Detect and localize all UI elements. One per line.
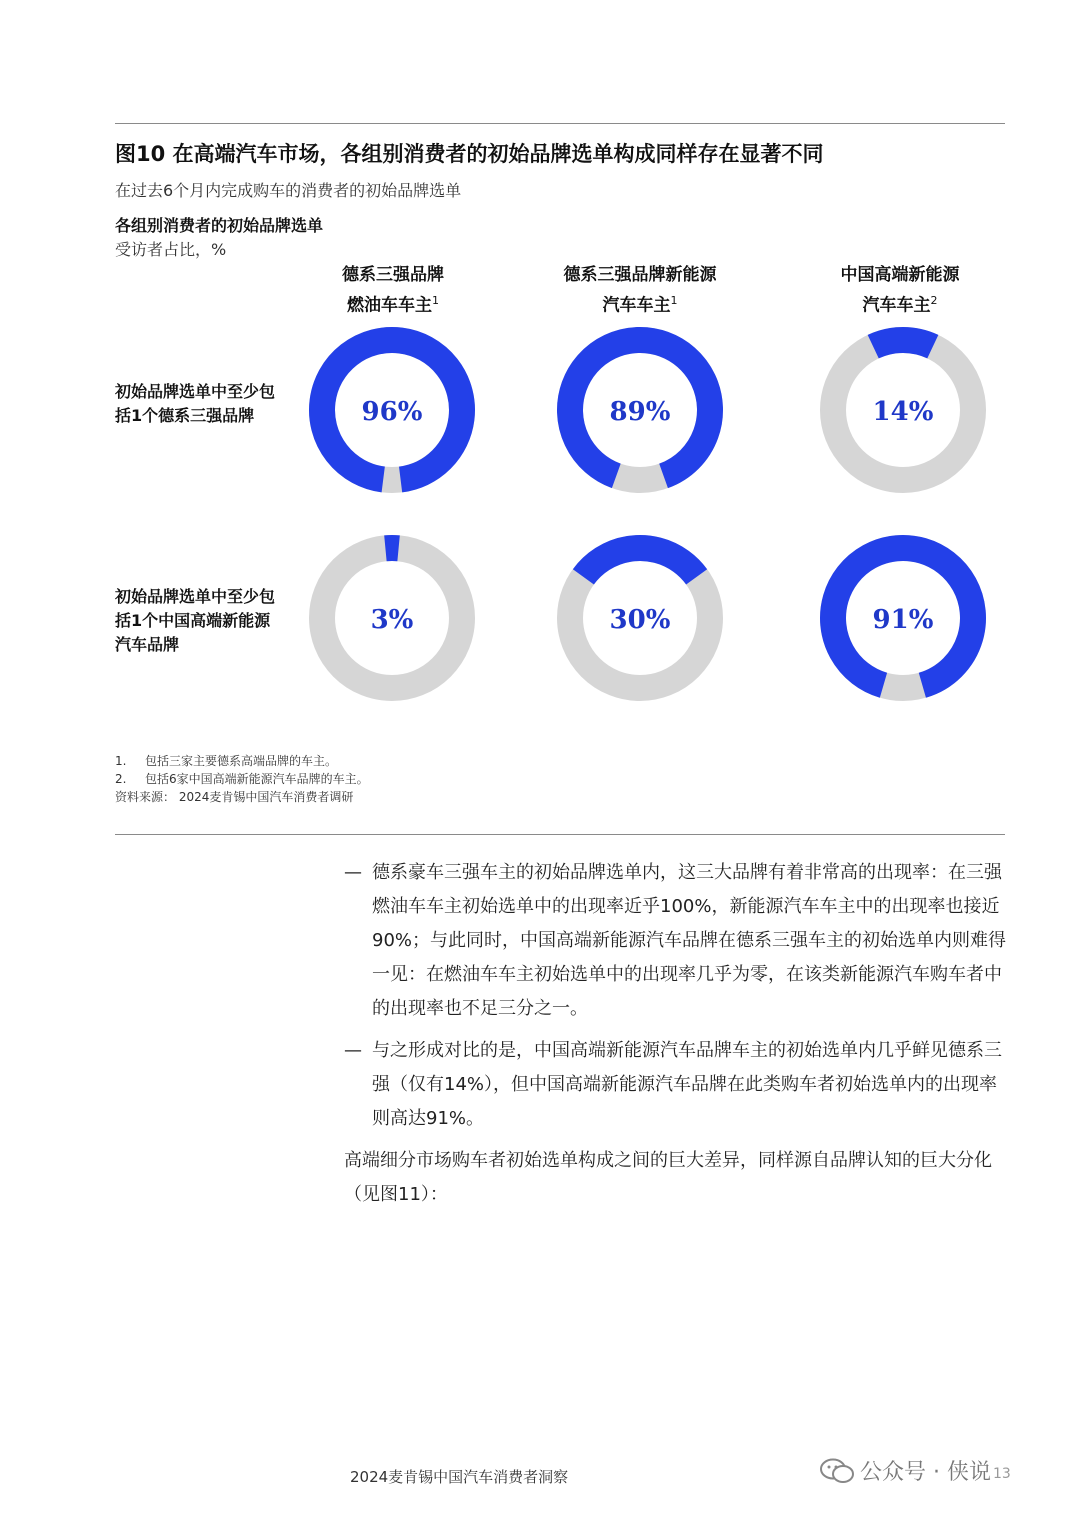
unit-label: 受访者占比，%: [115, 240, 227, 259]
bullet-1: [344, 856, 1009, 1026]
footnote-2-text: 包括6家中国高端新能源汽车品牌的车主。: [145, 772, 369, 786]
donut-1-1: [314, 332, 470, 488]
source-note: 资料来源： 2024麦肯锡中国汽车消费者调研: [115, 790, 354, 804]
column-header-2-line1: 德系三强品牌新能源: [563, 265, 717, 285]
donut-value-label: 30%: [609, 605, 671, 635]
donut-1-3: [810, 317, 996, 503]
donut-value-label: 14%: [872, 397, 934, 427]
figure-subtitle: 在过去6个月内完成购车的消费者的初始品牌选单: [115, 181, 462, 200]
page-number: 13: [993, 1466, 1011, 1482]
footnote-1-text: 包括三家主要德系高端品牌的车主。: [145, 754, 338, 768]
donut-2-3: [816, 531, 989, 704]
bottom-rule: [115, 834, 1005, 835]
donut-value-label: 91%: [872, 605, 934, 635]
page-footer: 2024麦肯锡中国汽车消费者洞察: [350, 1468, 569, 1486]
row-label-1: 初始品牌选单中至少包括1个德系三强品牌: [115, 382, 276, 425]
bullet-1-text: 德系豪车三强车主的初始品牌选单内，这三大品牌有着非常高的出现率：在三强燃油车车主初始选单中的出现率近乎100%，新能源汽车车主中的出现率也接近90%；与此同时，中国高端新能源汽车品牌在德系三强车主的初始选单内则难得一见：在燃油车车主初始选单中的出现率几乎为零，在该类新能源汽车购车者中的出现率也不足三分之一。: [372, 862, 1007, 1019]
bullet-2: [344, 1034, 1009, 1136]
bullet-2-dash: —: [344, 1040, 362, 1061]
donut-value-label: 89%: [609, 397, 671, 427]
column-header-2-note: 1: [670, 294, 678, 307]
footnotes: [115, 752, 369, 806]
donut-chart-grid: [0, 0, 1080, 760]
donut-value-label: 96%: [361, 397, 423, 427]
watermark: [820, 1455, 991, 1486]
footnote-2: [115, 770, 369, 788]
column-header-1-note: 1: [432, 294, 439, 307]
donut-2-2: [542, 520, 738, 716]
donut-1-2: [550, 320, 729, 499]
bullet-2-text: 与之形成对比的是，中国高端新能源汽车品牌车主的初始选单内几乎鲜见德系三强（仅有14%），但中国高端新能源汽车品牌在此类购车者初始选单内的出现率则高达91%。: [372, 1040, 1002, 1129]
column-header-1-line1: 德系三强品牌: [342, 265, 444, 285]
column-header-3-line1: 中国高端新能源: [840, 265, 960, 285]
donut-2-1: [316, 542, 469, 695]
wechat-icon: [820, 1458, 854, 1484]
column-header-3-note: 2: [930, 294, 938, 307]
footnote-1: [115, 752, 369, 770]
column-header-1-line2: 燃油车车主: [347, 295, 432, 316]
column-header-3-line2: 汽车车主: [862, 295, 931, 316]
section-label: 各组别消费者的初始品牌选单: [115, 216, 324, 235]
footnote-2-number: 2.: [115, 772, 127, 786]
donut-value-label: 3%: [370, 605, 414, 635]
watermark-text: 公众号 · 侠说: [860, 1460, 991, 1485]
bullet-1-dash: —: [344, 862, 362, 883]
body-paragraph: 高端细分市场购车者初始选单构成之间的巨大差异，同样源自品牌认知的巨大分化（见图11）：: [344, 1150, 992, 1205]
body-text: [344, 856, 1009, 1212]
column-header-2-line2: 汽车车主: [602, 295, 671, 316]
figure-title: 图10 在高端汽车市场，各组别消费者的初始品牌选单构成同样存在显著不同: [115, 142, 824, 166]
row-label-2: 初始品牌选单中至少包括1个中国高端新能源汽车品牌: [115, 587, 276, 654]
footnote-1-number: 1.: [115, 754, 127, 768]
